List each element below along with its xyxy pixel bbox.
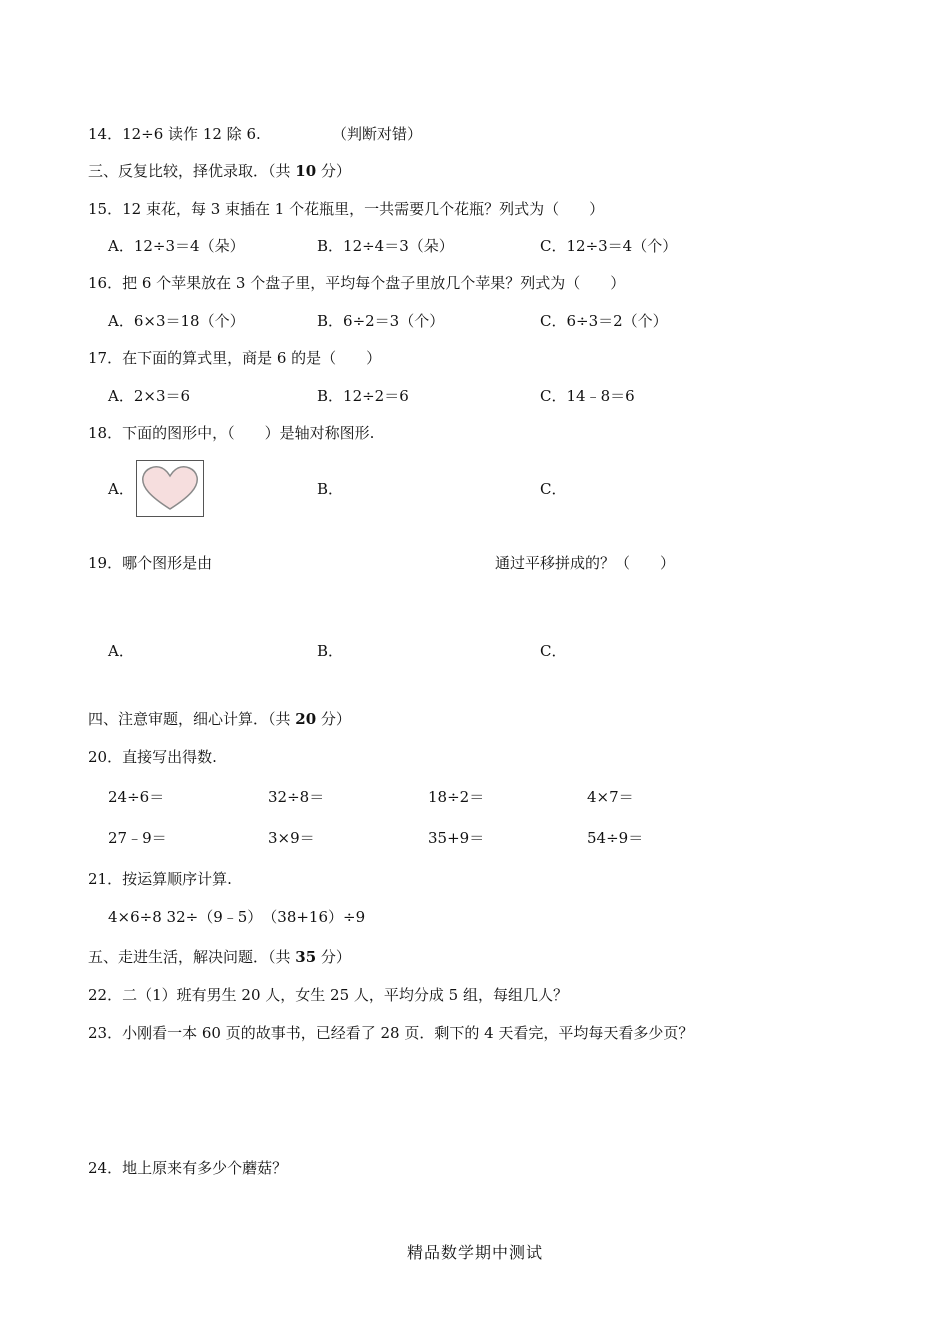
- calc-item: 4×7＝: [587, 788, 634, 806]
- question-18-option-a[interactable]: A．: [108, 480, 134, 498]
- question-21-text: 21．按运算顺序计算.: [88, 870, 232, 888]
- question-15-option-a[interactable]: A．12÷3＝4（朵）: [108, 237, 245, 255]
- section-3-heading: [88, 161, 351, 181]
- heart-figure: [136, 460, 204, 517]
- section-3-title: 三、反复比较，择优录取．（共: [88, 162, 296, 180]
- question-16-text: 16．把 6 个苹果放在 3 个盘子里，平均每个盘子里放几个苹果？列式为（ ）: [88, 274, 626, 292]
- question-19-option-c[interactable]: C．: [540, 642, 567, 660]
- question-23-text: 23．小刚看一本 60 页的故事书，已经看了 28 页．剩下的 4 天看完，平均每天看多少页？: [88, 1024, 694, 1042]
- calc-item: 3×9＝: [268, 829, 315, 847]
- calc-item: 18÷2＝: [428, 788, 485, 806]
- question-16-option-a[interactable]: A．6×3＝18（个）: [108, 312, 245, 330]
- section-3-unit: 分）: [316, 162, 351, 180]
- question-17-option-c[interactable]: C．14﹣8＝6: [540, 387, 635, 405]
- question-15-option-c[interactable]: C．12÷3＝4（个）: [540, 237, 678, 255]
- calc-item: 35+9＝: [428, 829, 485, 847]
- section-5-unit: 分）: [316, 948, 351, 966]
- question-17-text: 17．在下面的算式里，商是 6 的是（ ）: [88, 349, 382, 367]
- calc-item: 32÷8＝: [268, 788, 325, 806]
- question-16-option-b[interactable]: B．6÷2＝3（个）: [317, 312, 445, 330]
- question-19-text-right: 通过平移拼成的？（ ）: [495, 554, 676, 572]
- question-14-judge: （判断对错）: [332, 125, 423, 143]
- section-5-heading: [88, 947, 351, 967]
- question-15-text: 15．12 束花，每 3 束插在 1 个花瓶里，一共需要几个花瓶？列式为（ ）: [88, 200, 605, 218]
- question-18-text: 18．下面的图形中，（ ）是轴对称图形.: [88, 424, 375, 442]
- question-14: [88, 124, 261, 144]
- question-20-text: 20．直接写出得数.: [88, 748, 217, 766]
- question-22-text: 22．二（1）班有男生 20 人，女生 25 人，平均分成 5 组，每组几人？: [88, 986, 568, 1004]
- section-5-score: 35: [295, 948, 317, 966]
- page-footer: 精品数学期中测试: [406, 1243, 543, 1262]
- question-17-option-b[interactable]: B．12÷2＝6: [317, 387, 409, 405]
- calc-item: 24÷6＝: [108, 788, 165, 806]
- question-24-text: 24．地上原来有多少个蘑菇？: [88, 1159, 288, 1177]
- section-4-unit: 分）: [316, 710, 351, 728]
- section-5-title: 五、走进生活，解决问题．（共: [88, 948, 296, 966]
- section-4-heading: [88, 709, 351, 729]
- section-3-score: 10: [295, 162, 317, 180]
- question-19-option-a[interactable]: A．: [108, 642, 134, 660]
- calc-item: 27﹣9＝: [108, 829, 167, 847]
- question-15-option-b[interactable]: B．12÷4＝3（朵）: [317, 237, 454, 255]
- section-4-title: 四、注意审题，细心计算．（共: [88, 710, 296, 728]
- question-18-option-c[interactable]: C．: [540, 480, 567, 498]
- question-19-option-b[interactable]: B．: [317, 642, 344, 660]
- question-21-expressions: 4×6÷8 32÷（9﹣5） （38+16）÷9: [108, 908, 366, 926]
- question-19-text-left: 19．哪个图形是由: [88, 554, 213, 572]
- question-16-option-c[interactable]: C．6÷3＝2（个）: [540, 312, 668, 330]
- question-14-text: 14．12÷6 读作 12 除 6.: [88, 125, 261, 143]
- calc-item: 54÷9＝: [587, 829, 644, 847]
- heart-icon: [137, 461, 203, 516]
- question-17-option-a[interactable]: A．2×3＝6: [108, 387, 191, 405]
- question-18-option-b[interactable]: B．: [317, 480, 344, 498]
- section-4-score: 20: [295, 710, 317, 728]
